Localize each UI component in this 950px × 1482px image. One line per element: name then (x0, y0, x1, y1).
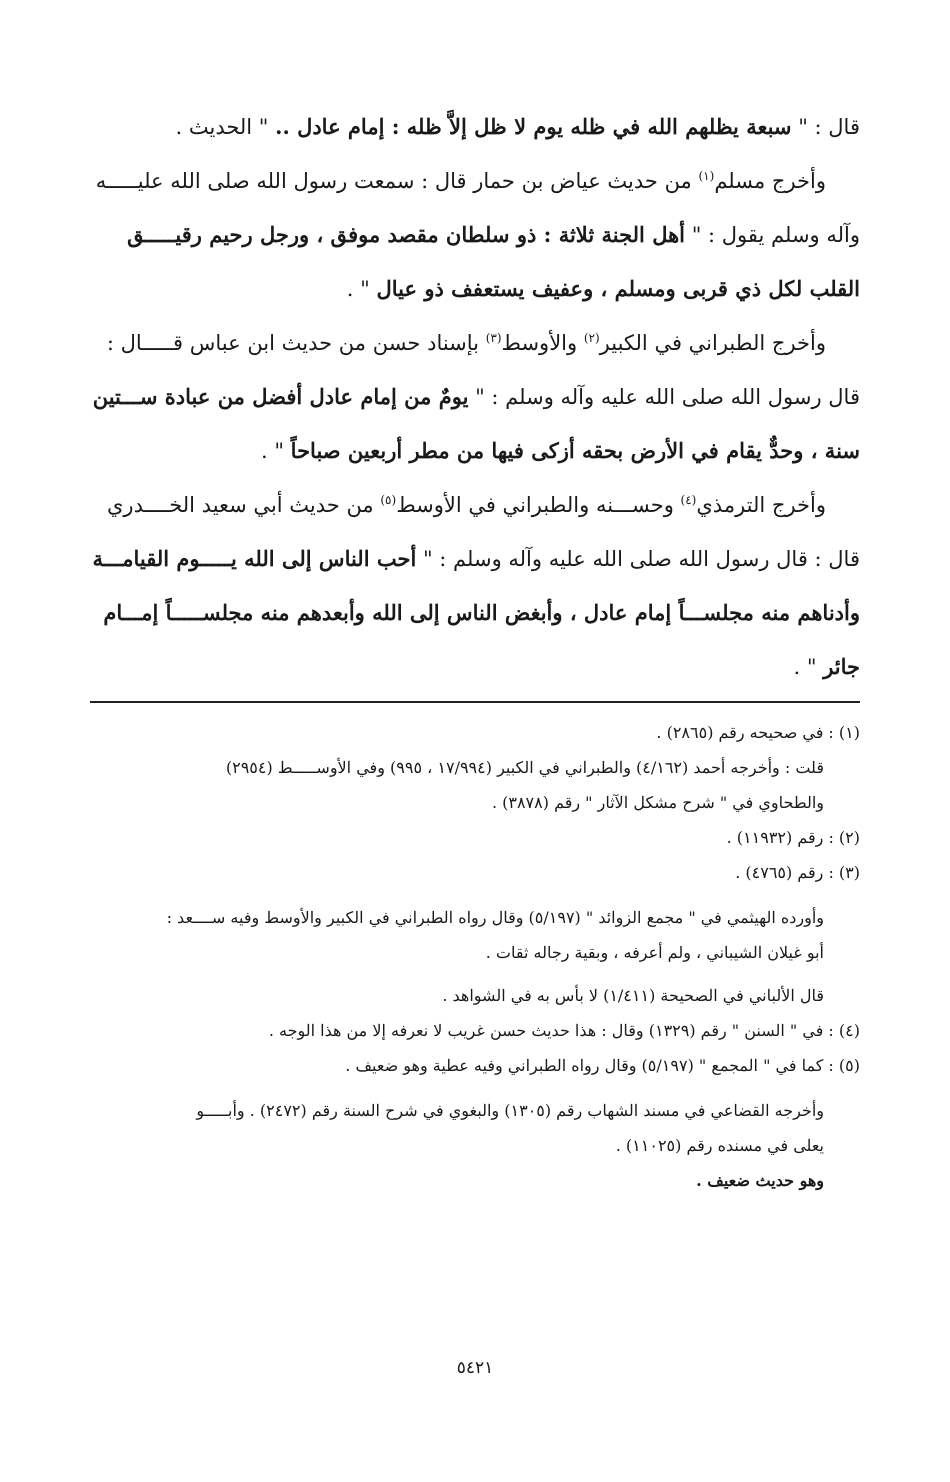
footnote-ref: (٤) (680, 493, 697, 507)
text-line: وأخرج الطبراني في الكبير$^{(٢)}$ والأوسط$^{(٣)}$ بإسناد حسن من حديث ابن عباس قـــــال : (106, 331, 826, 355)
text-line: قال : " سبعة يظلهم الله في ظله يوم لا ظل إلاَّ ظله : إمام عادل .. " الحديث . (175, 114, 860, 139)
hadith-text: سنة ، وحدٌّ يقام في الأرض بحقه أزكى فيها من مطر أربعين صباحاً (290, 438, 860, 463)
text-line: سنة ، وحدٌّ يقام في الأرض بحقه أزكى فيها من مطر أربعين صباحاً " . (260, 438, 860, 463)
footnote-line: والطحاوي في " شرح مشكل الآثار " رقم (٣٨٧٨) . (491, 793, 824, 812)
hadith-text: جائر (823, 654, 860, 679)
text-line: وأخرج الترمذي$^{(٤)}$ وحســـنه والطبراني في الأوسط$^{(٥)}$ من حديث أبي سعيد الخــــدري (107, 493, 826, 517)
footnote-line (90, 1163, 860, 1198)
footnote-line: يعلى في مسنده رقم (١١٠٢٥) . (615, 1136, 824, 1155)
footnote-line: أبو غيلان الشيباني ، ولم أعرفه ، وبقية رجاله ثقات . (485, 943, 824, 962)
footnote-ref: (٥) (380, 493, 397, 507)
page-number: ٥٤٢١ (456, 1358, 494, 1378)
footnote-line: (٥) : كما في " المجمع " (٥/١٩٧) وقال رواه الطبراني وفيه عطية وهو ضعيف . (345, 1056, 860, 1075)
footnote-line: (٢) : رقم (١١٩٣٢) . (726, 828, 860, 847)
footnote-line: (٤) : في " السنن " رقم (١٣٢٩) وقال : هذا حديث حسن غريب لا نعرفه إلا من هذا الوجه . (268, 1021, 860, 1040)
hadith-text: يومٌ من إمام عادل أفضل من عبادة ســـتين (92, 384, 469, 409)
text-line: وأخرج مسلم$^{(١)}$ من حديث عياض بن حمار قال : سمعت رسول الله صلى الله عليـــــه (95, 169, 826, 193)
grading-note: وهو حديث ضعيف . (696, 1171, 824, 1190)
text-line: قال رسول الله صلى الله عليه وآله وسلم : " يومٌ من إمام عادل أفضل من عبادة ســـتين (92, 384, 860, 409)
footnote-line: وأخرجه القضاعي في مسند الشهاب رقم (١٣٠٥) والبغوي في شرح السنة رقم (٢٤٧٢) . وأبـــــو (196, 1101, 824, 1120)
document-page (90, 100, 860, 1440)
text-line: قال : قال رسول الله صلى الله عليه وآله وسلم : " أحب الناس إلى الله يـــــوم القيامـــة (92, 546, 860, 571)
hadith-text: وأدناهم منه مجلســـاً إمام عادل ، وأبغض الناس إلى الله وأبعدهم منه مجلســـــاً إمـــام (103, 600, 860, 625)
footnote-line: قال الألباني في الصحيحة (١/٤١١) لا بأس به في الشواهد . (442, 986, 824, 1005)
footnotes (90, 715, 860, 1198)
footnote-ref: (٢) (583, 331, 600, 345)
footnote-ref: (١) (698, 169, 715, 183)
text-line: جائر " . (793, 654, 860, 679)
hadith-text: أهل الجنة ثلاثة : ذو سلطان مقصد موفق ، ورجل رحيم رقيـــــق (127, 222, 686, 247)
hadith-text: سبعة يظلهم الله في ظله يوم لا ظل إلاَّ ظله : إمام عادل .. (275, 114, 792, 139)
text-line: القلب لكل ذي قربى ومسلم ، وعفيف يستعفف ذو عيال " . (346, 276, 860, 301)
main-text (90, 100, 860, 694)
hadith-text: أحب الناس إلى الله يـــــوم القيامـــة (92, 546, 417, 571)
text-line: وآله وسلم يقول : " أهل الجنة ثلاثة : ذو سلطان مقصد موفق ، ورجل رحيم رقيـــــق (127, 222, 860, 247)
text-line (90, 586, 860, 640)
footnote-ref: (٣) (485, 331, 502, 345)
hadith-text: القلب لكل ذي قربى ومسلم ، وعفيف يستعفف ذو عيال (376, 276, 860, 301)
footnote-line: (١) : في صحيحه رقم (٢٨٦٥) . (656, 723, 860, 742)
footnote-line: قلت : وأخرجه أحمد (٤/١٦٢) والطبراني في الكبير (١٧/٩٩٤ ، ٩٩٥) وفي الأوســـــط (٢٩٥٤) (225, 758, 824, 777)
footnote-divider (90, 701, 860, 703)
footnote-line: وأورده الهيثمي في " مجمع الزوائد " (٥/١٩٧) وقال رواه الطبراني في الكبير والأوسط وفيه ســــعد : (166, 908, 824, 927)
footnote-line: (٣) : رقم (٤٧٦٥) . (735, 863, 860, 882)
